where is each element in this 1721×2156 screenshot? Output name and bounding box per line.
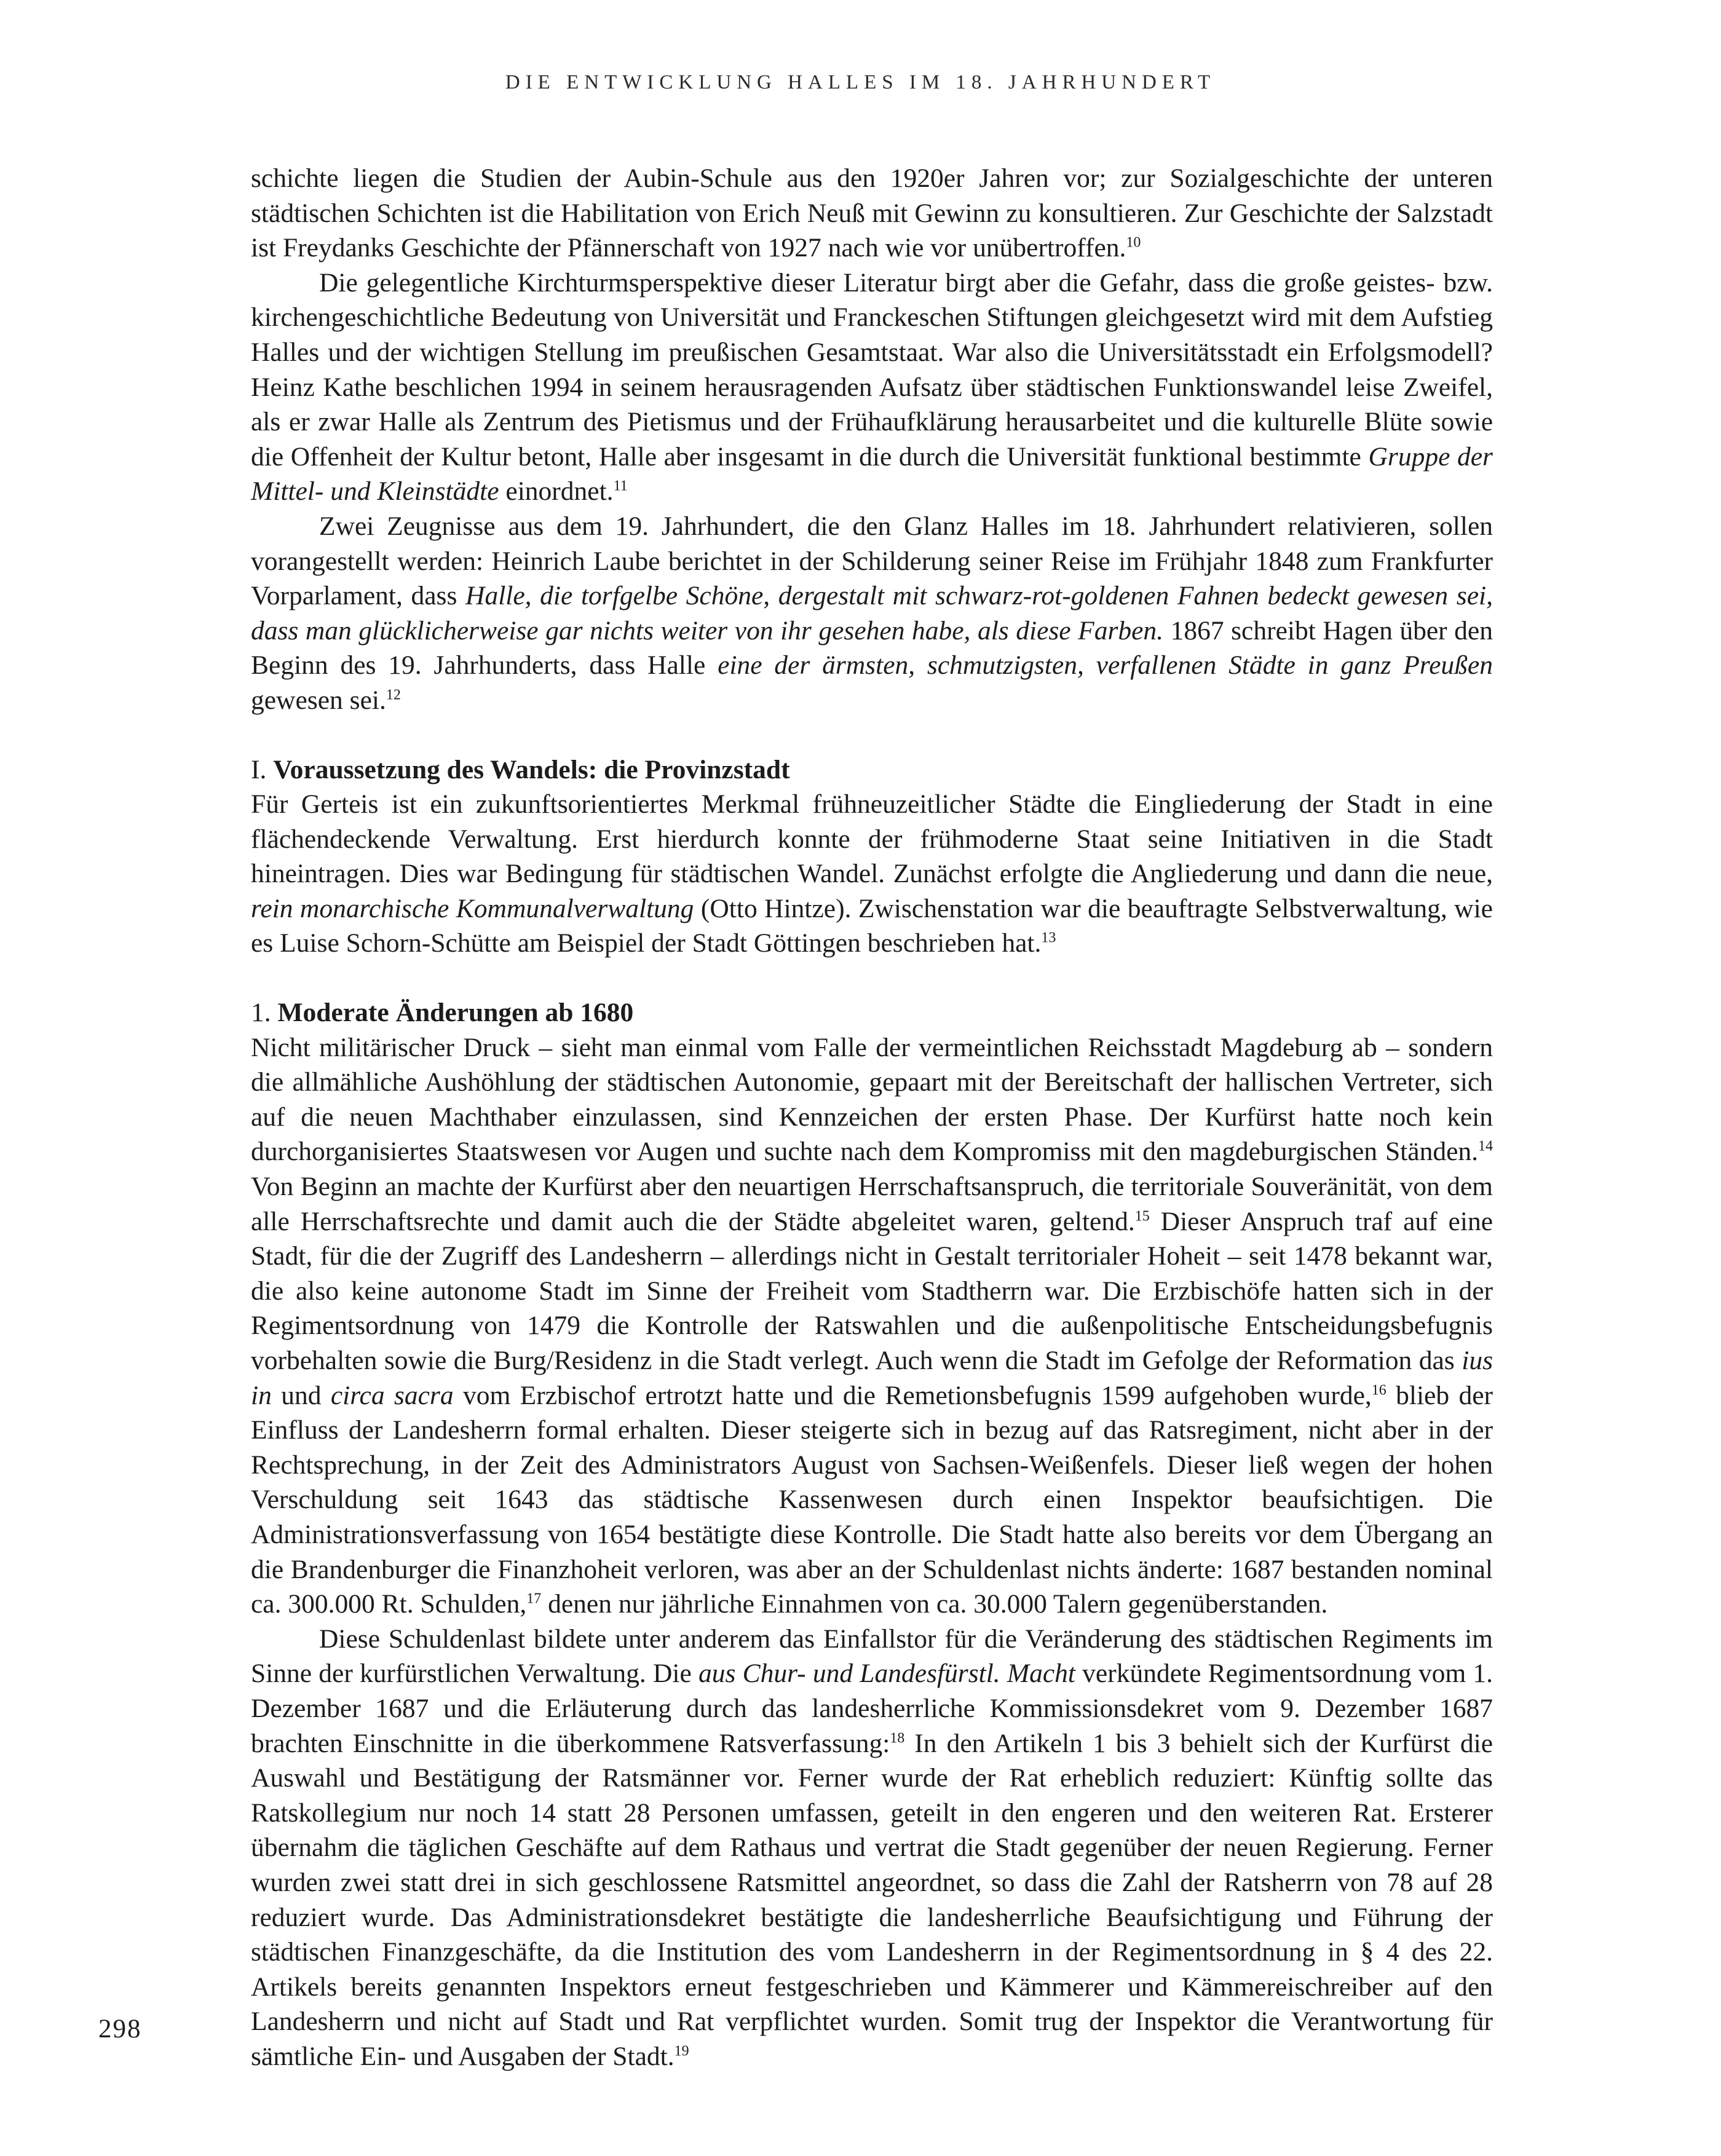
footnote-ref[interactable]: 11 (613, 478, 628, 494)
section-heading-1 (251, 752, 1493, 788)
paragraph-5: Nicht militärischer Druck – sieht man einmal vom Falle der vermeintlichen Reichsstadt Magdeburg ab – sondern die allmähliche Aushöhlung der städtischen Autonomie, gepaart mit der Bereitschaft der hallischen Vertreter, sich auf die neuen Machthaber einzulassen, sind Kennzeichen der ersten Phase. Der Kurfürst hatte noch kein durchorganisiertes Staatswesen vor Augen und suchte nach dem Kompromiss mit den magdeburgischen Ständen.$^{14}$ Von Beginn an machte der Kurfürst aber den neuartigen Herrschaftsanspruch, die territoriale Souveränität, von dem alle Herrschaftsrechte und damit auch die der Städte abgeleitet waren, geltend.$^{15}$ Dieser Anspruch traf auf eine Stadt, für die der Zugriff des Landesherrn – allerdings nicht in Gestalt territorialer Hoheit – seit 1478 bekannt war, die also keine autonome Stadt im Sinne der Freiheit vom Stadtherrn war. Die Erzbischöfe hatten sich in der Regimentsordnung von 1479 die Kontrolle der Ratswahlen und die außenpolitische Entscheidungsbefugnis vorbehalten sowie die Burg/Residenz in die Stadt verlegt. Auch wenn die Stadt im Gefolge der Reformation das ius in und circa sacra vom Erzbischof ertrotzt hatte und die Remetionsbefugnis 1599 aufgehoben wurde,$^{16}$ blieb der Einfluss der Landesherrn formal erhalten. Dieser steigerte sich in bezug auf das Ratsregiment, nicht aber in der Rechtsprechung, in der Zeit des Administrators August von Sachsen-Weißenfels. Dieser ließ wegen der hohen Verschuldung seit 1643 das städtische Kassenwesen durch einen Inspektor beaufsichtigen. Die Administrationsverfassung von 1654 bestätigte diese Kontrolle. Die Stadt hatte also bereits vor dem Übergang an die Brandenburger die Finanzhoheit verloren, was aber an der Schuldenlast nichts änderte: 1687 bestanden nominal ca. 300.000 Rt. Schulden,$^{17}$ denen nur jährliche Einnahmen von ca. 30.000 Talern gegenüberstanden. (251, 1032, 1494, 1619)
main-text (251, 161, 1493, 2074)
footnote-ref[interactable]: 17 (526, 1590, 542, 1607)
paragraph-2: Die gelegentliche Kirchturmsperspektive dieser Literatur birgt aber die Gefahr, dass die große geistes- bzw. kirchengeschichtliche Bedeutung von Universität und Franckeschen Stiftungen gleichgesetzt wird mit dem Aufstieg Halles und der wichtigen Stellung im preußischen Gesamtstaat. War also die Universitätsstadt ein Erfolgsmodell? Heinz Kathe beschlichen 1994 in seinem herausragenden Aufsatz über städtischen Funktionswandel leise Zweifel, als er zwar Halle als Zentrum des Pietismus und der Frühaufklärung herausarbeitet und die kulturelle Blüte sowie die Offenheit der Kultur betont, Halle aber insgesamt in die durch die Universität funktional bestimmte Gruppe der Mittel- und Kleinstädte einordnet.$^{11}$ (251, 267, 1493, 507)
section-title: Moderate Änderungen ab 1680 (277, 998, 634, 1028)
running-head: DIE ENTWICKLUNG HALLES IM 18. JAHRHUNDERT (505, 71, 1216, 93)
section-heading-2 (251, 995, 1493, 1030)
footnote-ref[interactable]: 12 (386, 687, 401, 703)
footnote-ref[interactable]: 16 (1371, 1382, 1387, 1399)
section-gap (251, 961, 1493, 995)
section-number: 1. (251, 998, 271, 1028)
section-gap (251, 718, 1493, 752)
section-title: Voraussetzung des Wandels: die Provinzstadt (273, 754, 790, 784)
paragraph-6: Diese Schuldenlast bildete unter anderem das Einfallstor für die Veränderung des städtischen Regiments im Sinne der kurfürstlichen Verwaltung. Die aus Chur- und Landesfürstl. Macht verkündete Regimentsordnung vom 1. Dezember 1687 und die Erläuterung durch das landesherrliche Kommissionsdekret vom 9. Dezember 1687 brachten Einschnitte in die überkommene Ratsverfassung:$^{18}$ In den Artikeln 1 bis 3 behielt sich der Kurfürst die Auswahl und Bestätigung der Ratsmänner vor. Ferner wurde der Rat erheblich reduziert: Künftig sollte das Ratskollegium nur noch 14 statt 28 Personen umfassen, geteilt in den engeren und den weiteren Rat. Ersterer übernahm die täglichen Geschäfte auf dem Rathaus und vertrat die Stadt gegenüber der neuen Regierung. Ferner wurden zwei statt drei in sich geschlossene Ratsmittel angeordnet, so dass die Zahl der Ratsherrn von 78 auf 28 reduziert wurde. Das Administrationsdekret bestätigte die landesherrliche Beaufsichtigung und Führung der städtischen Finanzgeschäfte, da die Institution des vom Landesherrn in der Regimentsordnung in § 4 des 22. Artikels bereits genannten Inspektors erneut festgeschrieben und Kämmerer und Kämmereischreiber auf den Landesherrn und nicht auf Stadt und Rat verpflichtet wurden. Somit trug der Inspektor die Verantwortung für sämtliche Ein- und Ausgaben der Stadt.$^{19}$ (251, 1624, 1494, 2071)
footnote-ref[interactable]: 14 (1478, 1138, 1493, 1155)
section-number: I. (251, 754, 267, 784)
page-number: 298 (98, 2015, 142, 2043)
paragraph-1: schichte liegen die Studien der Aubin-Schule aus den 1920er Jahren vor; zur Sozialgeschichte der unteren städtischen Schichten ist die Habilitation von Erich Neuß mit Gewinn zu konsultieren. Zur Geschichte der Salzstadt ist Freydanks Geschichte der Pfännerschaft von 1927 nach wie vor unübertroffen.$^{10}$ (251, 164, 1493, 263)
paragraph-4: Für Gerteis ist ein zukunftsorientiertes Merkmal frühneuzeitlicher Städte die Eingliederung der Stadt in eine flächendeckende Verwaltung. Erst hierdurch konnte der frühmoderne Staat seine Initiativen in die Stadt hineintragen. Dies war Bedingung für städtischen Wandel. Zunächst erfolgte die Angliederung und dann die neue, rein monarchische Kommunalverwaltung (Otto Hintze). Zwischenstation war die beauftragte Selbstverwaltung, wie es Luise Schorn-Schütte am Beispiel der Stadt Göttingen beschrieben hat.$^{13}$ (251, 789, 1493, 958)
paragraph-3: Zwei Zeugnisse aus dem 19. Jahrhundert, die den Glanz Halles im 18. Jahrhundert relativieren, sollen vorangestellt werden: Heinrich Laube berichtet in der Schilderung seiner Reise im Frühjahr 1848 zum Frankfurter Vorparlament, dass Halle, die torfgelbe Schöne, dergestalt mit schwarz-rot-goldenen Fahnen bedeckt gewesen sei, dass man glücklicherweise gar nichts weiter von ihr gesehen habe, als diese Farben. 1867 schreibt Hagen über den Beginn des 19. Jahrhunderts, dass Halle eine der ärmsten, schmutzigsten, verfallenen Städte in ganz Preußen gewesen sei.$^{12}$ (251, 511, 1493, 715)
footnote-ref[interactable]: 19 (674, 2043, 689, 2059)
footnote-ref[interactable]: 18 (890, 1730, 905, 1747)
footnote-ref[interactable]: 10 (1126, 234, 1141, 251)
footnote-ref[interactable]: 15 (1134, 1208, 1150, 1225)
footnote-ref[interactable]: 13 (1041, 930, 1056, 946)
